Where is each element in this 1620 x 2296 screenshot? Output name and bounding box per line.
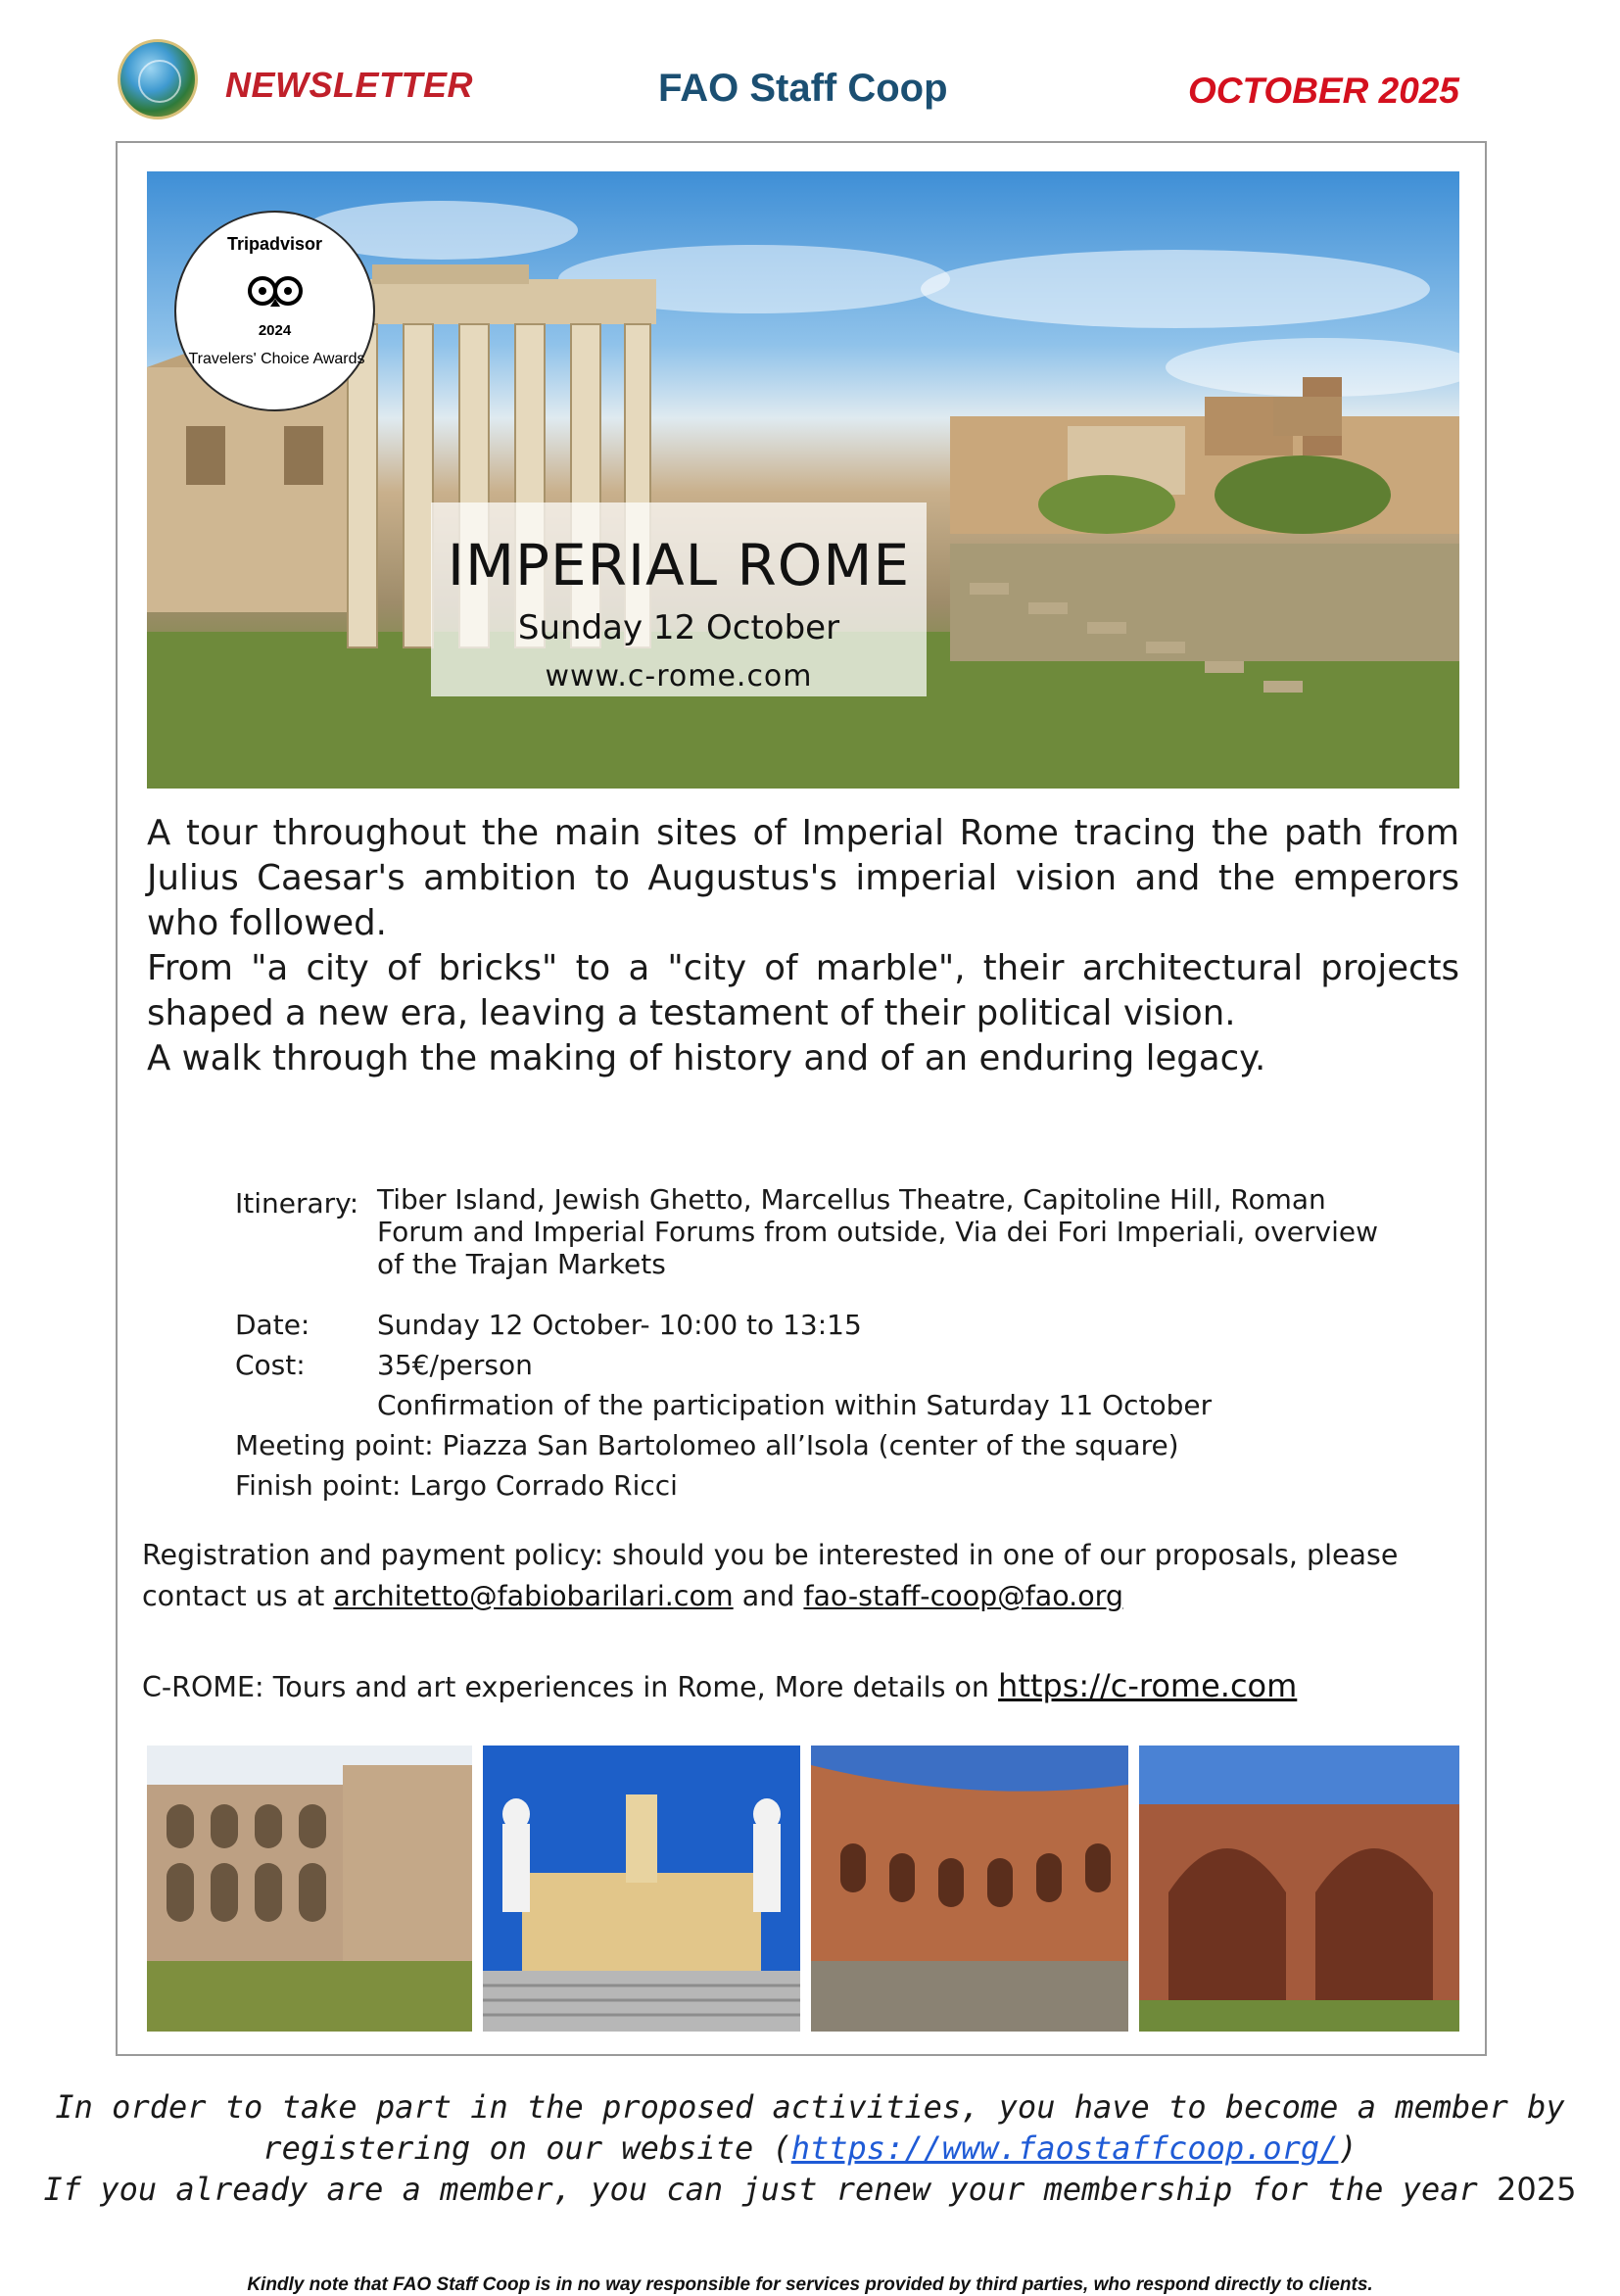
- fao-staff-coop-logo: [118, 39, 198, 120]
- badge-award: Travelers' Choice Awards: [188, 351, 365, 367]
- badge-year: 2024: [258, 322, 292, 339]
- description-paragraph-2: From "a city of bricks" to a "city of marble", their architectural projects shaped a new era, leaving a testament of their political vision.: [147, 948, 1459, 1033]
- finish-row: [235, 1465, 1391, 1506]
- event-details: [235, 1183, 1391, 1506]
- event-date: Sunday 12 October: [517, 608, 840, 647]
- description-paragraph-1: A tour throughout the main sites of Imperial Rome tracing the path from Julius Caesar's ambition to Augustus's imperial vision and the emperors who followed.: [147, 813, 1459, 943]
- event-website: www.c-rome.com: [545, 659, 813, 694]
- itinerary-row: [235, 1183, 1391, 1305]
- itinerary-value: Tiber Island, Jewish Ghetto, Marcellus Theatre, Capitoline Hill, Roman Forum and Imperial Forums from outside, Via dei Fori Imperiali, overview of the Trajan Markets: [377, 1183, 1378, 1280]
- registration-and: and: [741, 1580, 795, 1612]
- finish-label: Finish point:: [235, 1469, 402, 1502]
- registration-policy: [142, 1535, 1459, 1617]
- meeting-label: Meeting point:: [235, 1429, 434, 1461]
- badge-brand: Tripadvisor: [226, 234, 323, 254]
- membership-renew-text: If you already are a member, you can just renew your membership for the year: [43, 2171, 1478, 2208]
- membership-line-2-post: ): [1338, 2129, 1358, 2167]
- photo-trajan-markets: [811, 1746, 1128, 2032]
- photo-basilica-of-maxentius: [1139, 1746, 1459, 2032]
- cost-row: [235, 1345, 1391, 1385]
- date-row: [235, 1305, 1391, 1345]
- confirmation-note: Confirmation of the participation within Saturday 11 October: [377, 1389, 1213, 1421]
- finish-value: Largo Corrado Ricci: [409, 1469, 678, 1502]
- c-rome-text: : Tours and art experiences in Rome, More details on: [255, 1671, 989, 1703]
- meeting-row: [235, 1425, 1391, 1465]
- description-paragraph-3: A walk through the making of history and of an enduring legacy.: [147, 1038, 1266, 1078]
- cost-value: 35€/person: [377, 1349, 533, 1381]
- tripadvisor-badge: [174, 211, 375, 411]
- faostaffcoop-website-link[interactable]: https://www.faostaffcoop.org/: [790, 2129, 1339, 2167]
- registration-text: Registration and payment policy: should you be interested in one of our proposals, please contact us at: [142, 1539, 1399, 1612]
- newsletter-label: NEWSLETTER: [225, 65, 473, 105]
- meeting-value: Piazza San Bartolomeo all’Isola (center of the square): [442, 1429, 1179, 1461]
- tripadvisor-owl-icon: [247, 269, 304, 309]
- c-rome-link[interactable]: https://c-rome.com: [998, 1667, 1298, 1704]
- c-rome-info: [142, 1665, 1459, 1708]
- membership-line-3: [39, 2171, 1581, 2208]
- email-link-architetto[interactable]: architetto@fabiobarilari.com: [333, 1580, 734, 1612]
- hero-caption-box: [431, 502, 927, 696]
- org-name: FAO Staff Coop: [658, 67, 948, 110]
- itinerary-label: Itinerary:: [235, 1187, 359, 1220]
- hero-image-roman-forum: [147, 171, 1459, 789]
- event-title: IMPERIAL ROME: [447, 532, 911, 598]
- membership-line-2: [39, 2129, 1581, 2167]
- event-description: [147, 811, 1459, 1081]
- photo-capitoline-hill: [483, 1746, 800, 2032]
- c-rome-label: C-ROME: [142, 1671, 256, 1703]
- email-link-fao-staff-coop[interactable]: fao-staff-coop@fao.org: [803, 1580, 1123, 1612]
- date-value: Sunday 12 October- 10:00 to 13:15: [377, 1309, 862, 1341]
- membership-line-2-pre: registering on our website (: [262, 2129, 791, 2167]
- disclaimer: Kindly note that FAO Staff Coop is in no way responsible for services provided by third parties, who respond directly to clients.: [247, 2274, 1373, 2295]
- membership-line-1: In order to take part in the proposed activities, you have to become a member by: [55, 2088, 1565, 2126]
- membership-year: 2025: [1497, 2171, 1577, 2208]
- cost-label: Cost:: [235, 1349, 306, 1381]
- issue-month: OCTOBER 2025: [1188, 71, 1459, 111]
- photo-marcellus-theatre: [147, 1746, 472, 2032]
- date-label: Date:: [235, 1309, 310, 1341]
